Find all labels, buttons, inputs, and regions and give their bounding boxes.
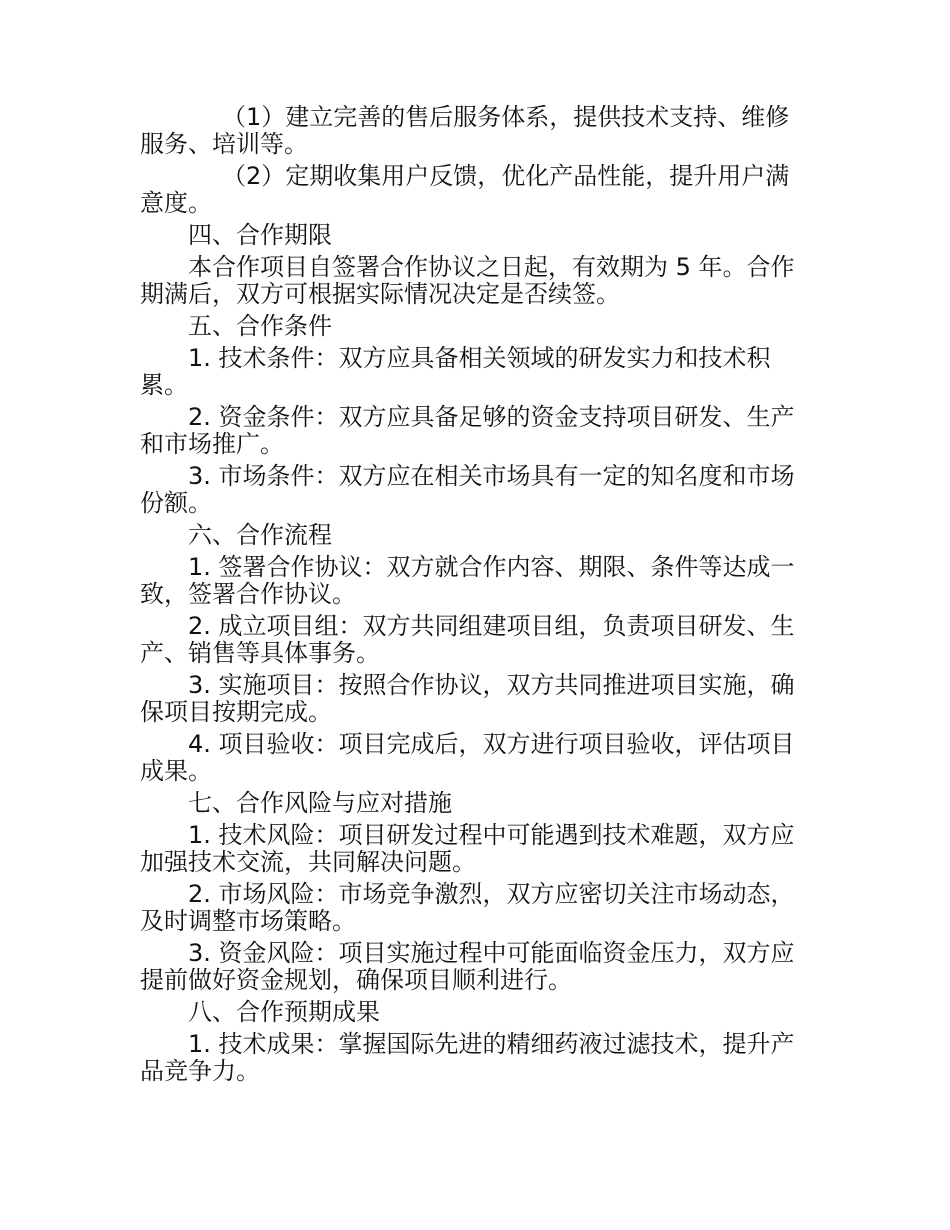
after-sales-item-2: （2）定期收集用户反馈，优化产品性能，提升用户满意度。 <box>140 162 790 217</box>
condition-item-1: 1. 技术条件：双方应具备相关领域的研发实力和技术积累。 <box>140 344 771 399</box>
section-heading-conditions: 五、合作条件 <box>188 312 332 340</box>
condition-item-2: 2. 资金条件：双方应具备足够的资金支持项目研发、生产和市场推广。 <box>140 403 795 458</box>
document-page <box>140 104 812 1090</box>
section-heading-outcomes: 八、合作预期成果 <box>188 998 380 1026</box>
section-heading-risks: 七、合作风险与应对措施 <box>188 789 452 817</box>
process-item-2: 2. 成立项目组：双方共同组建项目组，负责项目研发、生产、销售等具体事务。 <box>140 612 795 667</box>
process-item-1: 1. 签署合作协议：双方就合作内容、期限、条件等达成一致，签署合作协议。 <box>140 553 795 608</box>
after-sales-item-1: （1）建立完善的售后服务体系，提供技术支持、维修服务、培训等。 <box>140 103 790 158</box>
section-heading-process: 六、合作流程 <box>188 521 332 549</box>
risk-item-3: 3. 资金风险：项目实施过程中可能面临资金压力，双方应提前做好资金规划，确保项目顺利进行。 <box>140 939 795 994</box>
section-heading-term: 四、合作期限 <box>188 221 332 249</box>
outcome-item-1: 1. 技术成果：掌握国际先进的精细药液过滤技术，提升产品竞争力。 <box>140 1030 795 1085</box>
risk-item-1: 1. 技术风险：项目研发过程中可能遇到技术难题，双方应加强技术交流，共同解决问题。 <box>140 821 795 876</box>
risk-item-2: 2. 市场风险：市场竞争激烈，双方应密切关注市场动态，及时调整市场策略。 <box>140 880 795 935</box>
process-item-4: 4. 项目验收：项目完成后，双方进行项目验收，评估项目成果。 <box>140 730 795 785</box>
term-paragraph: 本合作项目自签署合作协议之日起，有效期为 5 年。合作期满后，双方可根据实际情况决定是否续签。 <box>140 253 795 308</box>
process-item-3: 3. 实施项目：按照合作协议，双方共同推进项目实施，确保项目按期完成。 <box>140 671 795 726</box>
condition-item-3: 3. 市场条件：双方应在相关市场具有一定的知名度和市场份额。 <box>140 462 795 517</box>
